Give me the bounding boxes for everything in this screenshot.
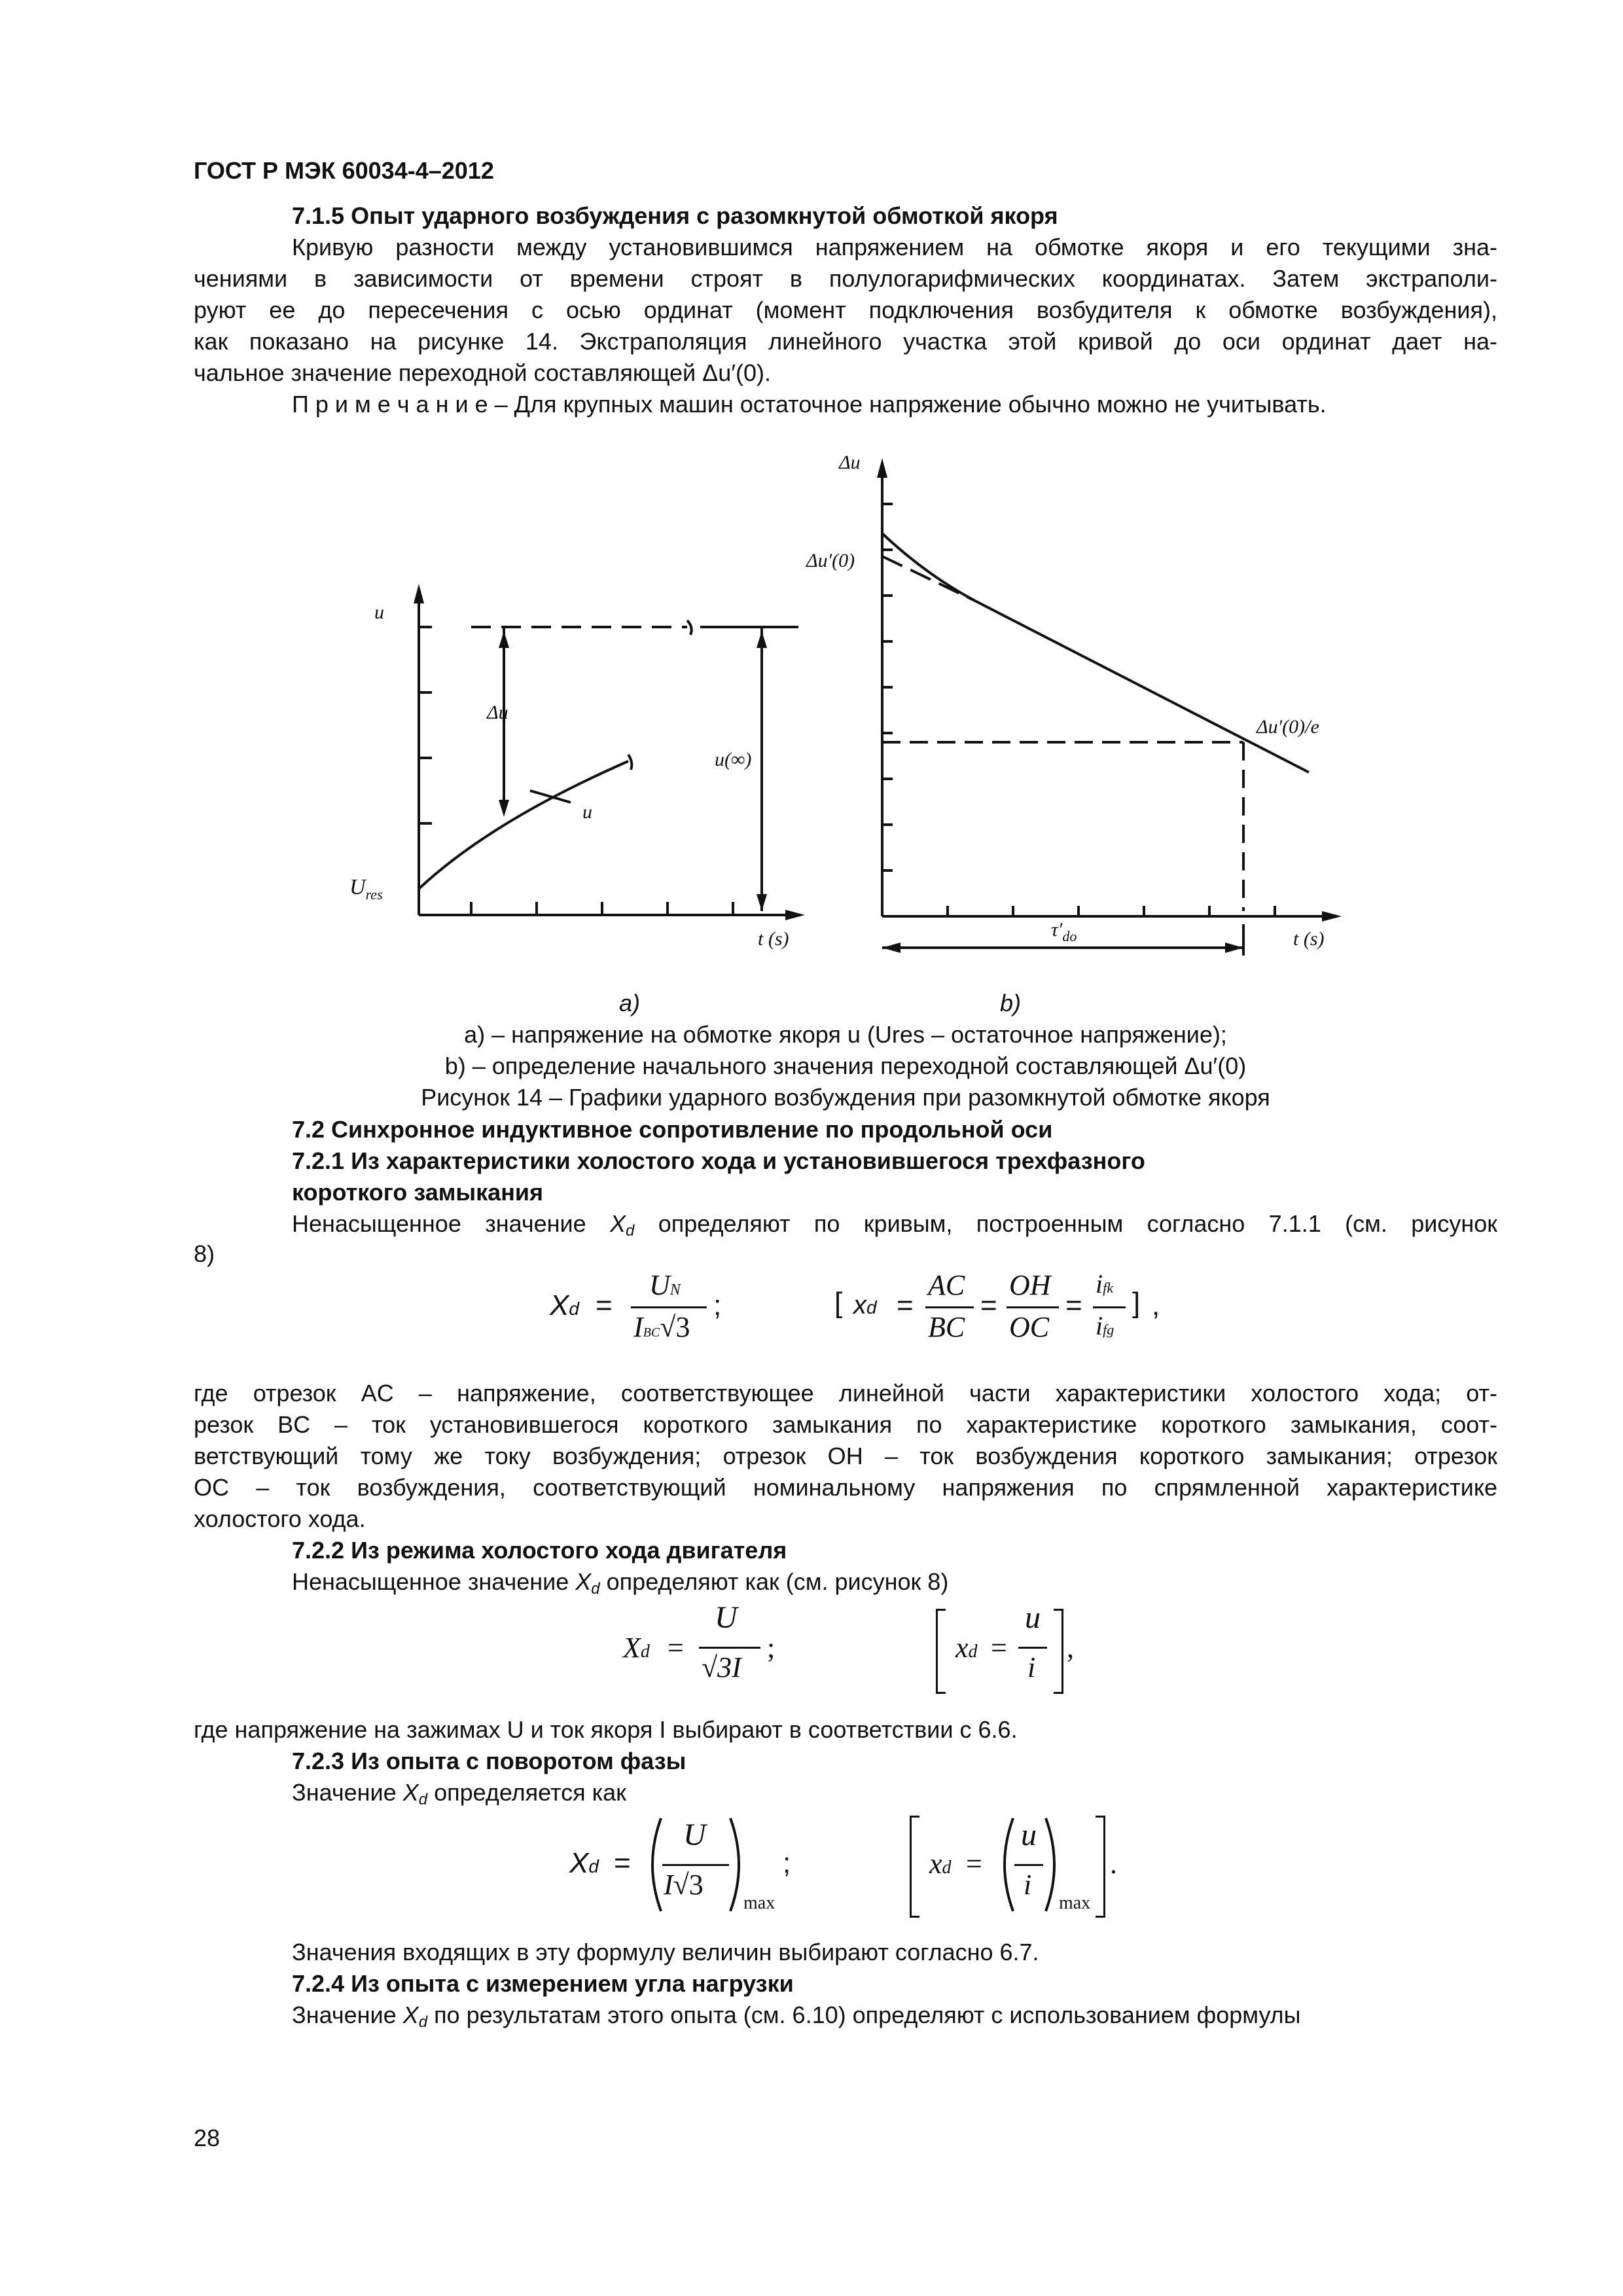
label-ures: $U_{res}$ [349, 875, 383, 903]
paragraph-line: Ненасыщенное значение $X_d$ определяют как (см. рисунок 8) [292, 1568, 949, 1598]
decay-curve [882, 533, 975, 601]
linear-segment [975, 601, 1309, 772]
label-a-x: t (s) [758, 928, 789, 950]
section-heading-7-2: 7.2 Синхронное индуктивное сопротивление по продольной оси [292, 1116, 1053, 1143]
paragraph-line: Кривую разности между установившимся напряжением на обмотке якоря и его текущими зна- [292, 234, 1497, 260]
label-curve-u: u [582, 801, 592, 823]
section-heading-7-1-5: 7.1.5 Опыт ударного возбуждения с разомкнутой обмоткой якоря [292, 202, 1058, 229]
label-b-x: t (s) [1293, 928, 1325, 950]
section-heading-7-2-1-cont: короткого замыкания [292, 1179, 544, 1206]
section-heading-7-2-1: 7.2.1 Из характеристики холостого хода и установившегося трехфазного [292, 1147, 1145, 1174]
formula-xd-2: Xd = U √3I ; xd = u i , [615, 1597, 1139, 1702]
paragraph-line: Значение $X_d$ определяется как [292, 1779, 626, 1808]
figure-label-a: a) [619, 990, 641, 1016]
figure-caption-b: b) – определение начального значения переходной составляющей Δu′(0) [444, 1052, 1247, 1079]
paragraph-line: где отрезок AC – напряжение, соответствующее линейной части характеристики холостого хода; от- [194, 1380, 1497, 1407]
section-heading-7-2-3: 7.2.3 Из опыта с поворотом фазы [292, 1748, 687, 1774]
figure-title: Рисунок 14 – Графики ударного возбуждения при разомкнутой обмотке якоря [421, 1084, 1270, 1111]
label-du0-e: Δu′(0)/e [1257, 716, 1319, 738]
label-tau-do: $\tau'_{do}$ [1051, 919, 1077, 944]
formula-xd-1: Xd = UN IBC√3 ; [ xd = AC BC = OH OC = ifk ifg ] , [550, 1269, 1160, 1343]
page-number: 28 [194, 2125, 221, 2151]
curve-u [419, 761, 628, 889]
note-label: П р и м е ч а н и е [292, 391, 488, 418]
formula-xd-3: Xd = U I√3 max ; xd = u i max . [569, 1806, 1158, 1924]
paragraph-line: OC – ток возбуждения, соответствующий номинальному напряжения по спрямленной характеристике [194, 1474, 1497, 1501]
paragraph-line: где напряжение на зажимах U и ток якоря I выбирают в соответствии с 6.6. [194, 1716, 1018, 1743]
label-delta-u: Δu [487, 702, 508, 723]
label-u-inf: u(∞) [715, 749, 752, 770]
label-a-y: u [374, 601, 384, 623]
paragraph-line: холостого хода. [194, 1505, 366, 1532]
figure-caption-a: a) – напряжение на обмотке якоря u (Ures – остаточное напряжение); [464, 1021, 1227, 1048]
figure-label-b: b) [1000, 990, 1022, 1016]
figure-14 [314, 432, 1374, 956]
paragraph-line: как показано на рисунке 14. Экстраполяция линейного участка этой кривой до оси ординат дает на- [194, 328, 1497, 355]
paragraph-line: Значения входящих в эту формулу величин выбирают согласно 6.7. [292, 1939, 1039, 1965]
formula-lhs: Xd [550, 1289, 579, 1321]
note-text: – Для крупных машин остаточное напряжение обычно можно не учитывать. [494, 391, 1327, 418]
section-heading-7-2-4: 7.2.4 Из опыта с измерением угла нагрузки [292, 1970, 794, 1997]
paragraph-line: чальное значение переходной составляющей Δu′(0). [194, 359, 771, 386]
paragraph-line: Значение $X_d$ по результатам этого опыта (см. 6.10) определяют с использованием формулы [292, 2001, 1301, 2031]
paragraph-line: Ненасыщенное значение $X_d$ определяют по кривым, построенным согласно 7.1.1 (см. рисунок [292, 1210, 1497, 1240]
label-b-y: Δu [839, 452, 861, 473]
paragraph-line: ветствующий тому же току возбуждения; отрезок OH – ток возбуждения короткого замыкания; отрезок [194, 1443, 1497, 1469]
doc-header: ГОСТ Р МЭК 60034-4–2012 [194, 157, 494, 184]
paragraph-line: чениями в зависимости от времени строят в полулогарифмических координатах. Затем экстраполи- [194, 265, 1497, 292]
section-heading-7-2-2: 7.2.2 Из режима холостого хода двигателя [292, 1537, 787, 1564]
label-du0: Δu′(0) [806, 550, 855, 571]
paragraph-line: резок BC – ток установившегося короткого замыкания по характеристике короткого замыкания, соот- [194, 1411, 1497, 1438]
paragraph-line: 8) [194, 1240, 215, 1267]
note [292, 389, 1327, 420]
paragraph-line: руют ее до пересечения с осью ординат (момент подключения возбудителя к обмотке возбуждения), [194, 296, 1497, 323]
